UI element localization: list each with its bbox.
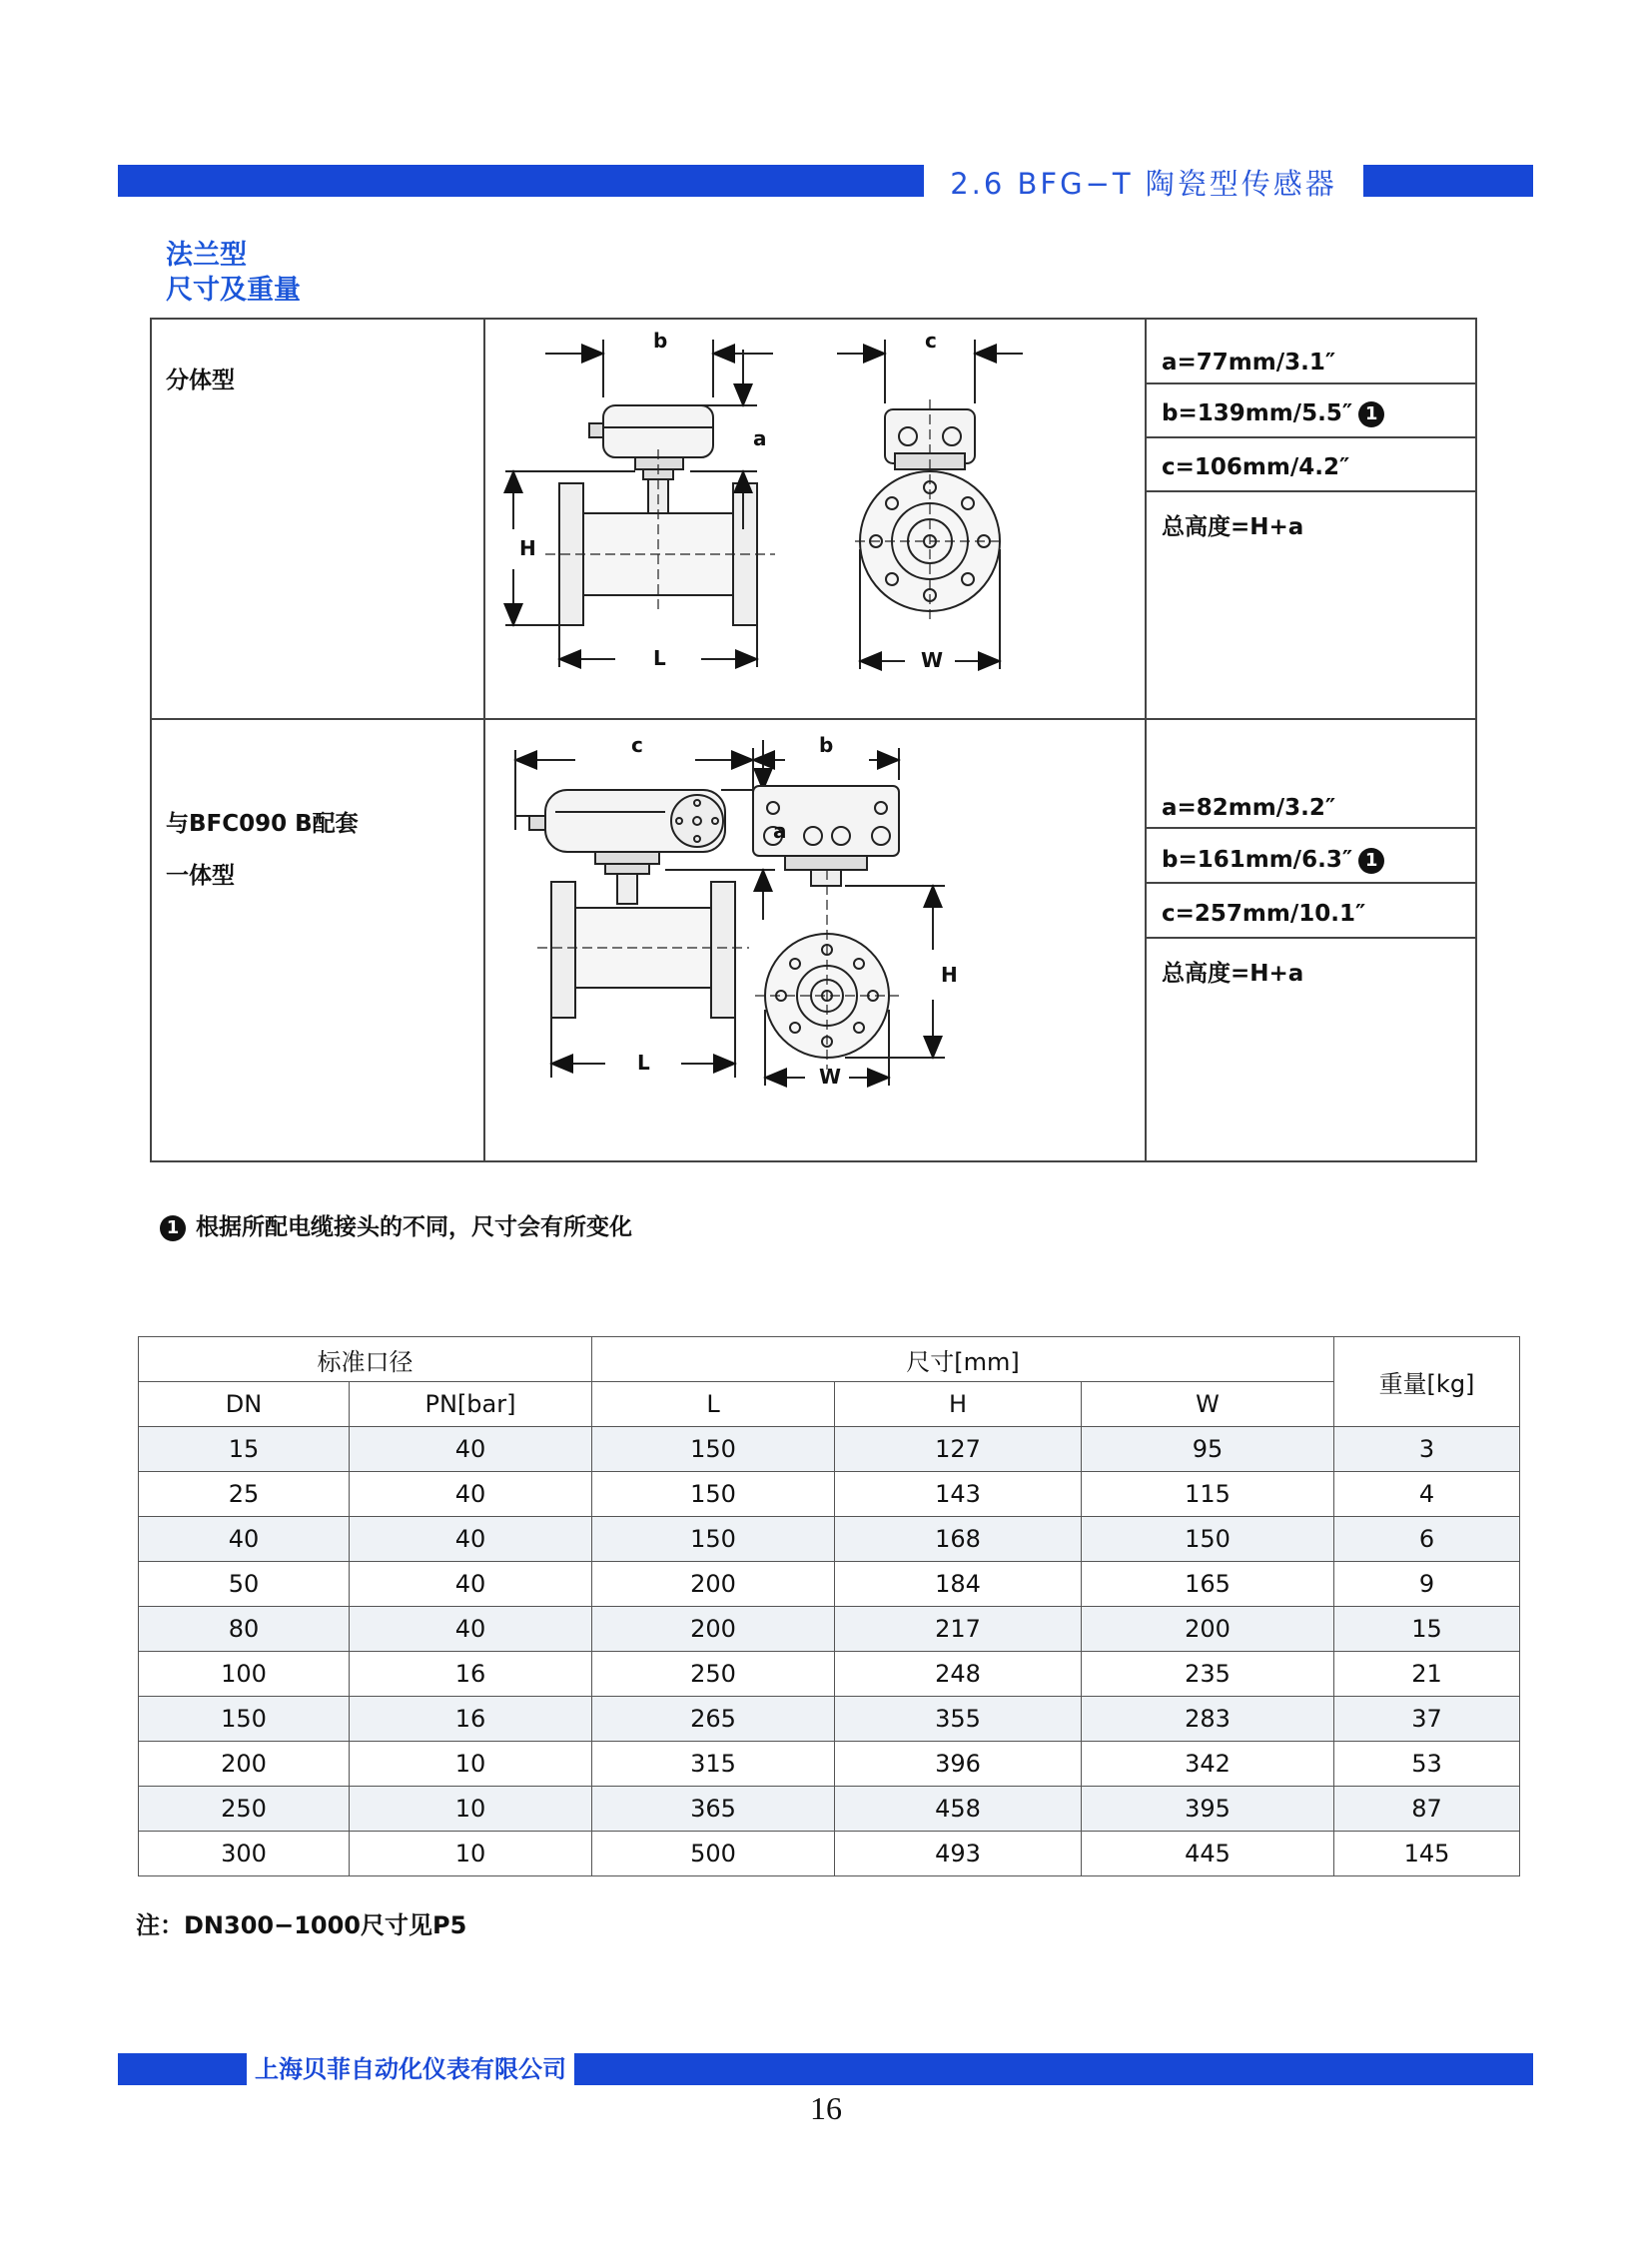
table-cell: 248 bbox=[835, 1652, 1082, 1697]
table-cell: 6 bbox=[1334, 1517, 1520, 1562]
table-cell: 10 bbox=[350, 1832, 592, 1876]
table-cell: 40 bbox=[350, 1517, 592, 1562]
spec-b-split: b=139mm/5.5″ 1 bbox=[1162, 400, 1384, 427]
table-cell: 25 bbox=[139, 1472, 350, 1517]
spec-a-integrated: a=82mm/3.2″ bbox=[1162, 795, 1336, 821]
header-nominal: 标准口径 bbox=[139, 1337, 592, 1382]
table-cell: 168 bbox=[835, 1517, 1082, 1562]
table-row bbox=[139, 1742, 1520, 1787]
dim-label-c: c bbox=[631, 733, 643, 757]
col-h: H bbox=[835, 1382, 1082, 1427]
table-cell: 150 bbox=[139, 1697, 350, 1742]
col-l: L bbox=[592, 1382, 835, 1427]
table-cell: 365 bbox=[592, 1787, 835, 1832]
spec-c-integrated: c=257mm/10.1″ bbox=[1162, 901, 1366, 927]
table-cell: 95 bbox=[1082, 1427, 1334, 1472]
table-cell: 150 bbox=[1082, 1517, 1334, 1562]
table-row bbox=[139, 1427, 1520, 1472]
table-row bbox=[139, 1787, 1520, 1832]
table-cell: 9 bbox=[1334, 1562, 1520, 1607]
spec-b-integrated: b=161mm/6.3″ 1 bbox=[1162, 847, 1384, 874]
section-subtitle: 尺寸及重量 bbox=[166, 275, 301, 306]
table-cell: 315 bbox=[592, 1742, 835, 1787]
note-marker-icon: 1 bbox=[1358, 401, 1384, 427]
table-cell: 87 bbox=[1334, 1787, 1520, 1832]
page-header-title: 2.6 BFG−T 陶瓷型传感器 bbox=[924, 162, 1363, 206]
note-marker-icon: 1 bbox=[160, 1215, 186, 1241]
table-cell: 150 bbox=[592, 1472, 835, 1517]
col-dn: DN bbox=[139, 1382, 350, 1427]
split-type-drawing bbox=[485, 320, 1145, 718]
header-weight: 重量[kg] bbox=[1334, 1337, 1520, 1427]
table-cell: 165 bbox=[1082, 1562, 1334, 1607]
table-cell: 395 bbox=[1082, 1787, 1334, 1832]
dim-label-H: H bbox=[941, 963, 958, 987]
table-cell: 40 bbox=[139, 1517, 350, 1562]
header-dimensions: 尺寸[mm] bbox=[592, 1337, 1334, 1382]
table-cell: 445 bbox=[1082, 1832, 1334, 1876]
table-row bbox=[139, 1472, 1520, 1517]
table-cell: 145 bbox=[1334, 1832, 1520, 1876]
table-cell: 200 bbox=[1082, 1607, 1334, 1652]
spec-height-integrated: 总高度=H+a bbox=[1162, 961, 1304, 987]
table-cell: 250 bbox=[592, 1652, 835, 1697]
row-label-integrated: 与BFC090 B配套 bbox=[166, 811, 359, 837]
dim-label-W: W bbox=[819, 1065, 842, 1089]
table-cell: 3 bbox=[1334, 1427, 1520, 1472]
table-cell: 127 bbox=[835, 1427, 1082, 1472]
table-cell: 40 bbox=[350, 1427, 592, 1472]
table-cell: 50 bbox=[139, 1562, 350, 1607]
table-cell: 100 bbox=[139, 1652, 350, 1697]
footnote: 注：DN300−1000尺寸见P5 bbox=[136, 1911, 467, 1939]
spec-height-split: 总高度=H+a bbox=[1162, 514, 1304, 540]
table-cell: 217 bbox=[835, 1607, 1082, 1652]
dim-label-b: b bbox=[819, 733, 834, 757]
dim-label-W: W bbox=[921, 648, 944, 672]
table-cell: 493 bbox=[835, 1832, 1082, 1876]
row-label-split: 分体型 bbox=[166, 368, 235, 393]
table-row bbox=[139, 1652, 1520, 1697]
table-cell: 15 bbox=[1334, 1607, 1520, 1652]
integrated-type-drawing bbox=[485, 720, 1145, 1160]
table-cell: 80 bbox=[139, 1607, 350, 1652]
table-cell: 21 bbox=[1334, 1652, 1520, 1697]
company-name: 上海贝菲自动化仪表有限公司 bbox=[247, 2049, 574, 2089]
table-cell: 150 bbox=[592, 1517, 835, 1562]
table-cell: 53 bbox=[1334, 1742, 1520, 1787]
table-cell: 200 bbox=[592, 1562, 835, 1607]
table-cell: 200 bbox=[592, 1607, 835, 1652]
table-row bbox=[139, 1697, 1520, 1742]
dim-label-a: a bbox=[753, 426, 767, 450]
table-cell: 16 bbox=[350, 1652, 592, 1697]
table-cell: 235 bbox=[1082, 1652, 1334, 1697]
table-cell: 250 bbox=[139, 1787, 350, 1832]
table-cell: 283 bbox=[1082, 1697, 1334, 1742]
table-cell: 115 bbox=[1082, 1472, 1334, 1517]
table-cell: 40 bbox=[350, 1562, 592, 1607]
table-cell: 15 bbox=[139, 1427, 350, 1472]
table-cell: 300 bbox=[139, 1832, 350, 1876]
dim-label-L: L bbox=[653, 646, 666, 670]
col-w: W bbox=[1082, 1382, 1334, 1427]
dim-label-L: L bbox=[637, 1051, 650, 1075]
table-cell: 143 bbox=[835, 1472, 1082, 1517]
section-title: 法兰型 bbox=[166, 240, 247, 271]
table-cell: 10 bbox=[350, 1742, 592, 1787]
dim-label-H: H bbox=[519, 536, 536, 560]
table-row bbox=[139, 1562, 1520, 1607]
dim-label-b: b bbox=[653, 329, 668, 353]
table-cell: 355 bbox=[835, 1697, 1082, 1742]
dim-label-a: a bbox=[773, 819, 787, 843]
table-cell: 184 bbox=[835, 1562, 1082, 1607]
note-marker-icon: 1 bbox=[1358, 848, 1384, 874]
table-cell: 458 bbox=[835, 1787, 1082, 1832]
table-cell: 265 bbox=[592, 1697, 835, 1742]
table-cell: 150 bbox=[592, 1427, 835, 1472]
spec-c-split: c=106mm/4.2″ bbox=[1162, 454, 1350, 480]
table-cell: 16 bbox=[350, 1697, 592, 1742]
table-row bbox=[139, 1607, 1520, 1652]
table-cell: 500 bbox=[592, 1832, 835, 1876]
table-cell: 396 bbox=[835, 1742, 1082, 1787]
table-cell: 40 bbox=[350, 1472, 592, 1517]
dim-label-c: c bbox=[925, 329, 937, 353]
table-row bbox=[139, 1832, 1520, 1876]
page-number: 16 bbox=[810, 2090, 842, 2126]
table-cell: 10 bbox=[350, 1787, 592, 1832]
table-cell: 342 bbox=[1082, 1742, 1334, 1787]
table-row bbox=[139, 1517, 1520, 1562]
table-cell: 200 bbox=[139, 1742, 350, 1787]
table-cell: 37 bbox=[1334, 1697, 1520, 1742]
row-label-integrated-type: 一体型 bbox=[166, 863, 235, 889]
weight-table bbox=[138, 1336, 1520, 1876]
spec-a-split: a=77mm/3.1″ bbox=[1162, 350, 1336, 375]
table-cell: 40 bbox=[350, 1607, 592, 1652]
dimension-table bbox=[150, 318, 1477, 1162]
table-cell: 4 bbox=[1334, 1472, 1520, 1517]
dimension-note: 1 根据所配电缆接头的不同，尺寸会有所变化 bbox=[160, 1208, 632, 1241]
col-pn: PN[bar] bbox=[350, 1382, 592, 1427]
